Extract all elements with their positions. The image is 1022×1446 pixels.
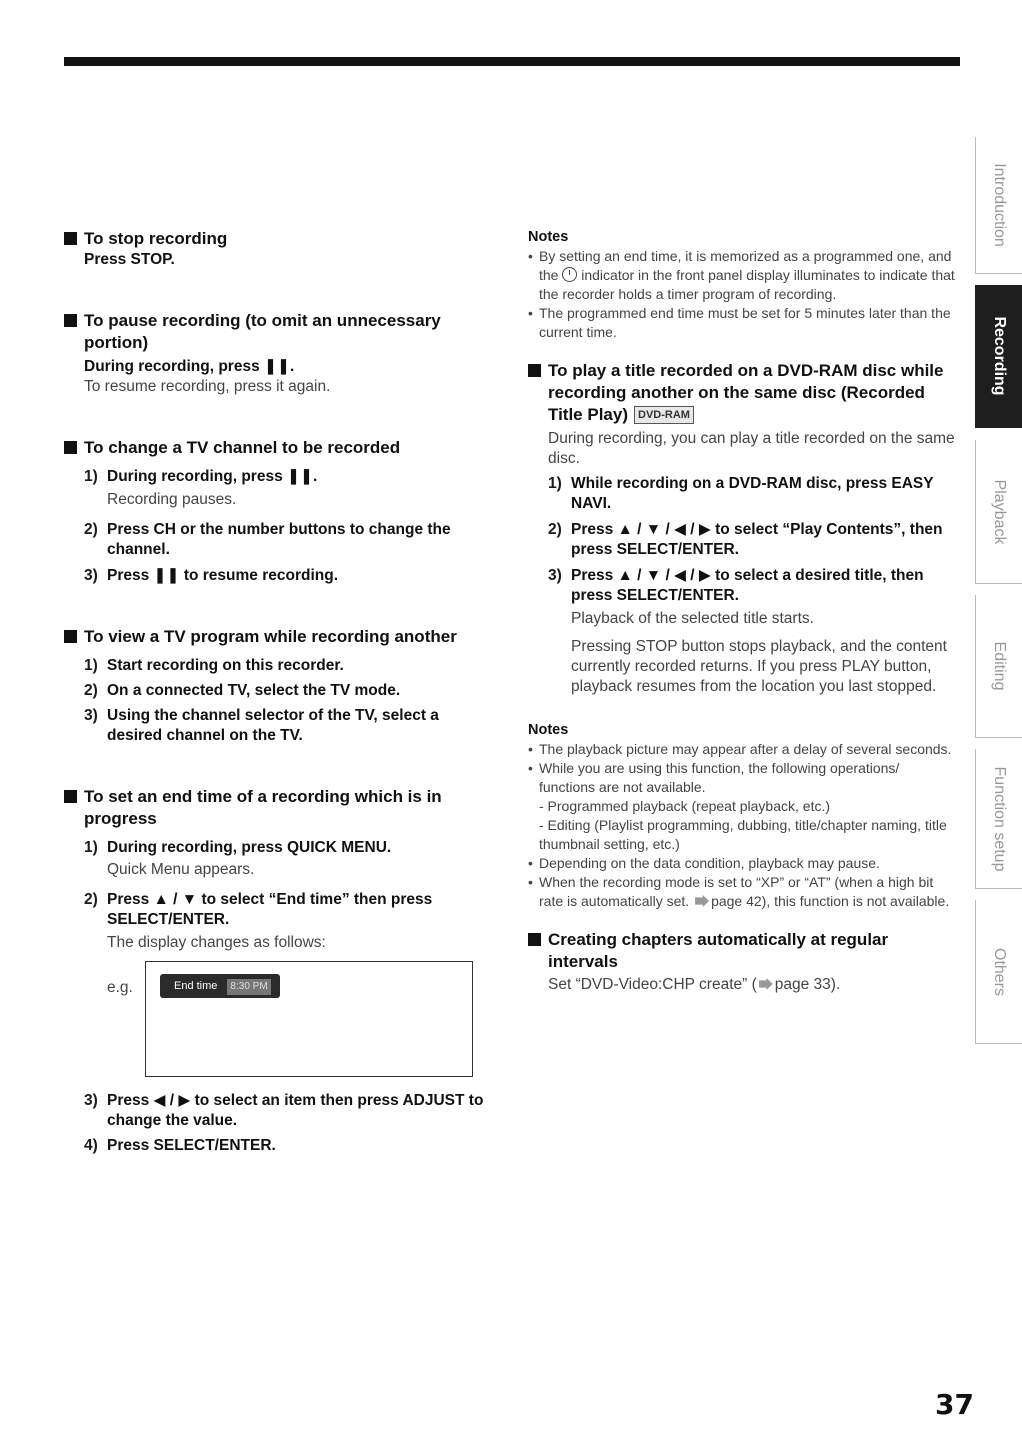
note-item: • The programmed end time must be set for 5 minutes later than the current time. <box>528 304 958 342</box>
page-number: 37 <box>935 1388 974 1421</box>
section-heading: To change a TV channel to be recorded <box>64 437 484 459</box>
section-stop-recording <box>64 228 484 270</box>
notes-heading: Notes <box>528 722 569 738</box>
section-view-program <box>64 626 484 746</box>
bullet-square-icon <box>64 630 77 643</box>
section-heading: To set an end time of a recording which is in progress <box>64 786 484 830</box>
top-rule <box>64 57 960 66</box>
tab-recording[interactable]: Recording <box>975 285 1022 428</box>
bullet-square-icon <box>528 364 541 377</box>
section-set-end-time <box>64 786 484 1156</box>
bullet-square-icon <box>64 790 77 803</box>
step: 3) Press ◀ / ▶ to select an item then press ADJUST to change the value. <box>84 1092 484 1129</box>
note-item: • Depending on the data condition, playback may pause. <box>528 854 958 873</box>
step: 2) Press CH or the number buttons to change the channel. <box>84 521 451 558</box>
section-heading: Creating chapters automatically at regular intervals <box>528 929 958 973</box>
notes-heading: Notes <box>528 229 569 245</box>
step: 3) Press ▲ / ▼ / ◀ / ▶ to select a desired title, then press SELECT/ENTER. Playback of the selected title starts. Pressing STOP button stops playback, and the content currently recorded returns. If you press PLAY button, playback resumes from the location you last stopped. <box>548 567 947 695</box>
left-column <box>64 228 484 1156</box>
example-frame <box>145 961 473 1077</box>
step-list <box>64 1091 484 1156</box>
tab-editing[interactable]: Editing <box>975 595 1022 738</box>
description: During recording, you can play a title recorded on the same disc. <box>548 430 955 467</box>
description: Set “DVD-Video:CHP create” ( page 33). <box>548 976 841 993</box>
section-heading: To stop recording <box>64 228 484 250</box>
notes-end-time <box>528 228 958 342</box>
instruction: During recording, press ❚❚. <box>84 358 295 375</box>
right-column <box>528 228 958 995</box>
step: 2) Press ▲ / ▼ / ◀ / ▶ to select “Play Contents”, then press SELECT/ENTER. <box>548 521 943 558</box>
osd-end-time: End time 8:30 PM <box>160 974 280 998</box>
tab-others[interactable]: Others <box>975 900 1022 1044</box>
bullet-square-icon <box>528 933 541 946</box>
note-item: • While you are using this function, the following operations/ functions are not available. <box>528 759 958 797</box>
note-item: • When the recording mode is set to “XP” or “AT” (when a high bit rate is automatically set. page 42), this function is not available. <box>528 873 958 911</box>
step-list <box>64 838 484 953</box>
osd-time-value: 8:30 PM <box>227 979 270 995</box>
section-heading: To view a TV program while recording another <box>64 626 484 648</box>
description: To resume recording, press it again. <box>84 378 331 395</box>
step: 2) Press ▲ / ▼ to select “End time” then press SELECT/ENTER. The display changes as follows: <box>84 891 433 951</box>
step-list <box>64 656 484 746</box>
notes-list <box>528 247 958 342</box>
bullet-square-icon <box>64 232 77 245</box>
example-label: e.g. <box>107 979 133 996</box>
page-reference-icon <box>695 895 709 907</box>
section-change-channel <box>64 437 484 586</box>
section-heading: To play a title recorded on a DVD-RAM disc while recording another on the same disc (Recorded Title Play) DVD-RAM <box>528 360 958 426</box>
step: 1) During recording, press QUICK MENU. Quick Menu appears. <box>84 839 392 878</box>
section-heading: To pause recording (to omit an unnecessary portion) <box>64 310 484 354</box>
note-item: • By setting an end time, it is memorized as a programmed one, and the indicator in the front panel display illuminates to indicate that the recorder holds a timer program of recording. <box>528 247 958 304</box>
dvd-ram-badge: DVD-RAM <box>634 406 694 424</box>
example-figure <box>107 961 484 1069</box>
instruction: Press STOP. <box>84 251 175 268</box>
section-creating-chapters <box>528 929 958 995</box>
step: 1) Start recording on this recorder. <box>84 657 344 674</box>
tab-playback[interactable]: Playback <box>975 440 1022 584</box>
tab-function-setup[interactable]: Function setup <box>975 749 1022 889</box>
step: 2) On a connected TV, select the TV mode. <box>84 682 401 699</box>
section-pause-recording <box>64 310 484 397</box>
step: 4) Press SELECT/ENTER. <box>84 1137 276 1154</box>
notes-title-play <box>528 721 958 911</box>
step: 3) Press ❚❚ to resume recording. <box>84 567 338 584</box>
step-list <box>64 467 484 586</box>
note-subitem: - Editing (Playlist programming, dubbing, title/chapter naming, title thumbnail setting, etc.) <box>539 817 947 852</box>
tab-introduction[interactable]: Introduction <box>975 137 1022 274</box>
step: 1) During recording, press ❚❚. Recording pauses. <box>84 468 318 508</box>
step-list <box>528 474 958 697</box>
bullet-square-icon <box>64 441 77 454</box>
notes-list <box>528 740 958 911</box>
note-item: • The playback picture may appear after a delay of several seconds. <box>528 740 958 759</box>
page-reference-icon <box>759 978 773 990</box>
section-recorded-title-play <box>528 360 958 697</box>
step: 3) Using the channel selector of the TV, select a desired channel on the TV. <box>84 707 439 744</box>
note-subitem: - Programmed playback (repeat playback, etc.) <box>539 798 831 814</box>
step: 1) While recording on a DVD-RAM disc, press EASY NAVI. <box>548 475 934 512</box>
clock-icon <box>562 267 577 282</box>
bullet-square-icon <box>64 314 77 327</box>
